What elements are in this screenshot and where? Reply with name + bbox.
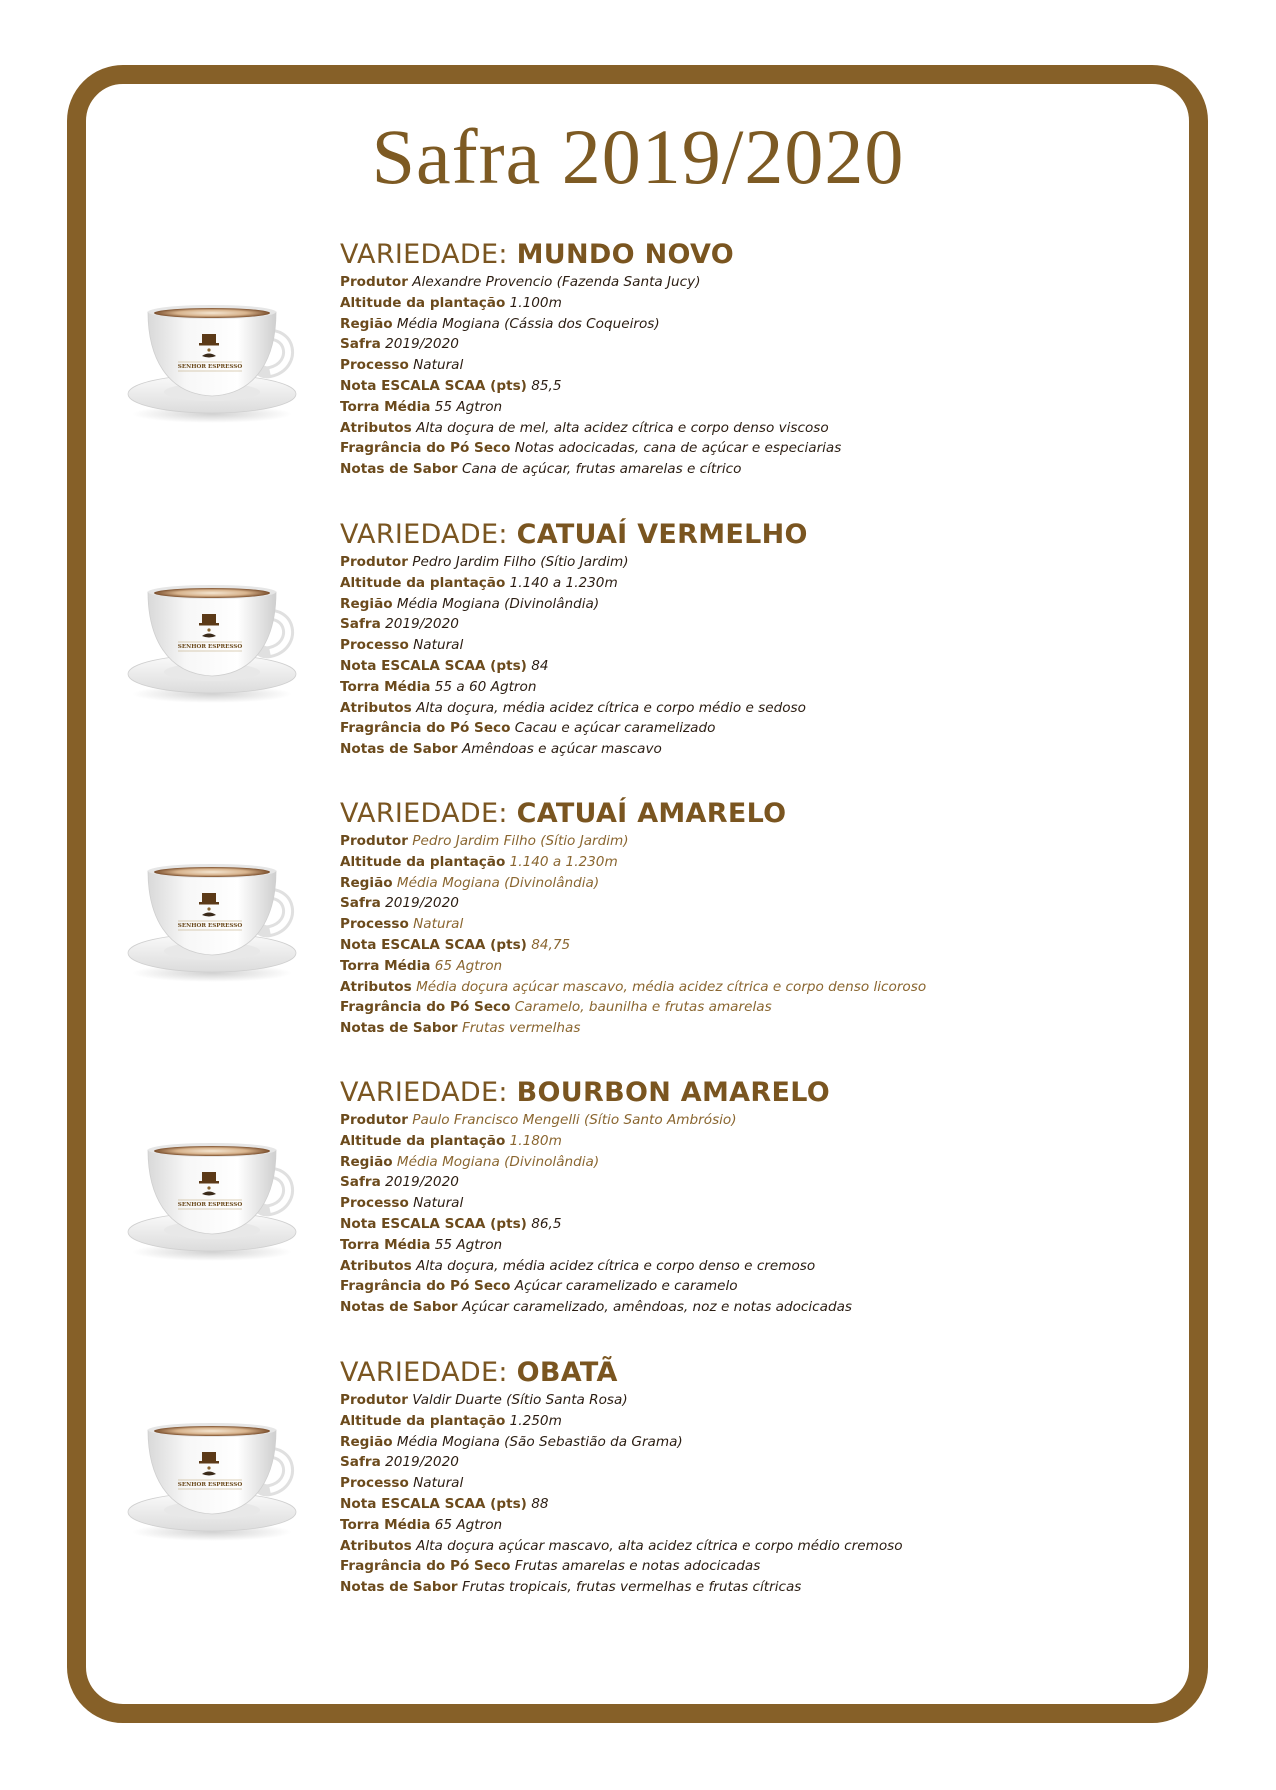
detail-label: Região	[340, 874, 393, 891]
coffee-cup-image	[120, 855, 310, 985]
detail-value: Caramelo, baunilha e frutas amarelas	[514, 999, 772, 1016]
detail-row	[340, 1152, 1200, 1173]
variety-details	[340, 1356, 1200, 1598]
svg-text:SENHOR ESPRESSO: SENHOR ESPRESSO	[177, 644, 243, 650]
detail-row	[340, 852, 1200, 873]
detail-value: Pedro Jardim Filho (Sítio Jardim)	[412, 554, 629, 570]
page-title: Safra 2019/2020	[371, 113, 905, 200]
detail-value: 2019/2020	[385, 1174, 459, 1191]
detail-label: Região	[340, 595, 393, 612]
detail-label: Altitude da plantação	[340, 294, 506, 311]
detail-value: Notas adocicadas, cana de açúcar e especiarias	[514, 440, 842, 457]
variety-prefix: VARIEDADE:	[340, 798, 508, 829]
detail-value: Açúcar caramelizado e caramelo	[514, 1278, 738, 1295]
detail-label: Torra Média	[340, 1516, 431, 1533]
detail-label: Nota ESCALA SCAA (pts)	[340, 1495, 527, 1512]
detail-value: Média Mogiana (São Sebastião da Grama)	[396, 1433, 683, 1450]
detail-value: Frutas tropicais, frutas vermelhas e frutas cítricas	[461, 1579, 802, 1596]
detail-row	[340, 1276, 1200, 1297]
detail-row	[340, 1515, 1200, 1536]
detail-label: Processo	[340, 357, 409, 374]
variety-name: CATUAÍ AMARELO	[516, 798, 787, 829]
detail-row	[340, 334, 1200, 355]
detail-label: Nota ESCALA SCAA (pts)	[340, 1215, 527, 1232]
detail-label: Fragrância do Pó Seco	[340, 1558, 511, 1575]
detail-label: Nota ESCALA SCAA (pts)	[340, 377, 527, 394]
detail-row	[340, 977, 1200, 998]
detail-label: Produtor	[340, 554, 408, 570]
detail-label: Torra Média	[340, 678, 431, 695]
detail-value: Média Mogiana (Divinolândia)	[396, 1153, 600, 1170]
coffee-cup-icon	[120, 855, 310, 985]
detail-label: Safra	[340, 616, 381, 633]
detail-label: Fragrância do Pó Seco	[340, 999, 511, 1016]
detail-row	[340, 1131, 1200, 1152]
detail-value: 65 Agtron	[434, 1516, 503, 1533]
detail-value: Pedro Jardim Filho (Sítio Jardim)	[412, 833, 629, 849]
detail-label: Altitude da plantação	[340, 574, 506, 591]
detail-row	[340, 1256, 1200, 1277]
detail-value: Natural	[413, 916, 464, 933]
detail-label: Atributos	[340, 1537, 412, 1554]
detail-row	[340, 831, 1200, 852]
detail-row	[340, 1235, 1200, 1256]
detail-label: Nota ESCALA SCAA (pts)	[340, 936, 527, 953]
detail-value: Alta doçura açúcar mascavo, alta acidez cítrica e corpo médio cremoso	[416, 1537, 903, 1554]
detail-value: Amêndoas e açúcar mascavo	[461, 741, 662, 758]
detail-value: Cana de açúcar, frutas amarelas e cítrico	[461, 461, 742, 478]
detail-row	[340, 873, 1200, 894]
detail-row	[340, 438, 1200, 459]
detail-row	[340, 355, 1200, 376]
detail-label: Atributos	[340, 978, 412, 995]
detail-value: 1.180m	[509, 1132, 562, 1149]
detail-label: Região	[340, 315, 393, 332]
svg-text:SENHOR ESPRESSO: SENHOR ESPRESSO	[177, 923, 243, 929]
detail-label: Atributos	[340, 1257, 412, 1274]
coffee-cup-image	[120, 1134, 310, 1264]
variety-heading	[340, 238, 1200, 272]
detail-row	[340, 1432, 1200, 1453]
detail-row	[340, 1473, 1200, 1494]
detail-row	[340, 656, 1200, 677]
variety-name: BOURBON AMARELO	[516, 1077, 830, 1108]
detail-value: 1.140 a 1.230m	[509, 574, 618, 591]
detail-row	[340, 914, 1200, 935]
detail-value: Natural	[413, 357, 464, 374]
coffee-cup-image	[120, 1414, 310, 1544]
detail-label: Região	[340, 1153, 393, 1170]
detail-label: Atributos	[340, 699, 412, 716]
detail-row	[340, 1193, 1200, 1214]
variety-name: OBATÃ	[516, 1357, 618, 1388]
detail-row	[340, 1018, 1200, 1039]
svg-text:SENHOR ESPRESSO: SENHOR ESPRESSO	[177, 1202, 243, 1208]
detail-row	[340, 1556, 1200, 1577]
detail-row	[340, 997, 1200, 1018]
variety-name: CATUAÍ VERMELHO	[516, 519, 808, 550]
detail-label: Safra	[340, 895, 381, 912]
detail-label: Safra	[340, 1174, 381, 1191]
detail-label: Produtor	[340, 1112, 408, 1128]
detail-value: Alta doçura, média acidez cítrica e corpo denso e cremoso	[416, 1257, 816, 1274]
detail-row	[340, 397, 1200, 418]
variety-details	[340, 797, 1200, 1039]
svg-text:SENHOR ESPRESSO: SENHOR ESPRESSO	[177, 1482, 243, 1488]
detail-row	[340, 272, 1200, 293]
detail-value: Cacau e açúcar caramelizado	[514, 720, 716, 737]
detail-value: 88	[531, 1495, 549, 1512]
detail-value: 1.250m	[509, 1412, 562, 1429]
detail-value: Paulo Francisco Mengelli (Sítio Santo Ambrósio)	[412, 1112, 737, 1128]
detail-row	[340, 614, 1200, 635]
detail-label: Notas de Sabor	[340, 1579, 458, 1596]
detail-label: Produtor	[340, 833, 408, 849]
detail-value: 2019/2020	[385, 616, 459, 633]
detail-row	[340, 293, 1200, 314]
detail-label: Safra	[340, 1454, 381, 1471]
detail-value: 86,5	[531, 1215, 562, 1232]
detail-row	[340, 1577, 1200, 1598]
detail-value: Natural	[413, 637, 464, 654]
detail-label: Torra Média	[340, 957, 431, 974]
detail-value: 55 a 60 Agtron	[434, 678, 537, 695]
detail-label: Fragrância do Pó Seco	[340, 1278, 511, 1295]
detail-row	[340, 893, 1200, 914]
detail-value: Alexandre Provencio (Fazenda Santa Jucy)	[412, 274, 701, 290]
variety-name: MUNDO NOVO	[516, 239, 734, 270]
detail-row	[340, 1536, 1200, 1557]
detail-label: Atributos	[340, 419, 412, 436]
detail-row	[340, 1297, 1200, 1318]
detail-value: 84,75	[531, 936, 571, 953]
variety-prefix: VARIEDADE:	[340, 1077, 508, 1108]
detail-row	[340, 418, 1200, 439]
coffee-cup-image	[120, 576, 310, 706]
detail-label: Nota ESCALA SCAA (pts)	[340, 657, 527, 674]
detail-value: 2019/2020	[385, 1454, 459, 1471]
coffee-cup-icon	[120, 576, 310, 706]
svg-text:SENHOR ESPRESSO: SENHOR ESPRESSO	[177, 364, 243, 370]
detail-value: 84	[531, 657, 549, 674]
detail-value: Média Mogiana (Divinolândia)	[396, 595, 600, 612]
detail-row	[340, 1110, 1200, 1131]
detail-label: Notas de Sabor	[340, 461, 458, 478]
detail-value: Valdir Duarte (Sítio Santa Rosa)	[412, 1392, 628, 1408]
variety-heading	[340, 1356, 1200, 1390]
variety-heading	[340, 1076, 1200, 1110]
detail-value: 55 Agtron	[434, 398, 503, 415]
detail-label: Processo	[340, 1475, 409, 1492]
detail-value: Açúcar caramelizado, amêndoas, noz e notas adocicadas	[461, 1299, 852, 1316]
detail-row	[340, 1452, 1200, 1473]
coffee-cup-icon	[120, 1414, 310, 1544]
detail-label: Processo	[340, 637, 409, 654]
detail-row	[340, 1494, 1200, 1515]
detail-value: Frutas vermelhas	[461, 1020, 581, 1037]
detail-label: Altitude da plantação	[340, 1132, 506, 1149]
detail-row	[340, 1390, 1200, 1411]
detail-value: 65 Agtron	[434, 957, 503, 974]
detail-row	[340, 635, 1200, 656]
coffee-cup-icon	[120, 296, 310, 426]
detail-value: Alta doçura de mel, alta acidez cítrica e corpo denso viscoso	[416, 419, 829, 436]
variety-details	[340, 238, 1200, 480]
detail-value: 55 Agtron	[434, 1236, 503, 1253]
variety-prefix: VARIEDADE:	[340, 239, 508, 270]
detail-label: Processo	[340, 916, 409, 933]
detail-row	[340, 718, 1200, 739]
detail-row	[340, 956, 1200, 977]
detail-label: Produtor	[340, 1392, 408, 1408]
coffee-cup-icon	[120, 1134, 310, 1264]
detail-value: Natural	[413, 1195, 464, 1212]
detail-label: Safra	[340, 336, 381, 353]
detail-value: Alta doçura, média acidez cítrica e corpo médio e sedoso	[416, 699, 806, 716]
detail-row	[340, 1172, 1200, 1193]
detail-row	[340, 594, 1200, 615]
detail-value: 1.100m	[509, 294, 562, 311]
detail-value: 2019/2020	[385, 336, 459, 353]
detail-row	[340, 677, 1200, 698]
variety-heading	[340, 518, 1200, 552]
variety-prefix: VARIEDADE:	[340, 1357, 508, 1388]
detail-value: 85,5	[531, 377, 562, 394]
detail-value: Média Mogiana (Divinolândia)	[396, 874, 600, 891]
detail-label: Processo	[340, 1195, 409, 1212]
detail-row	[340, 376, 1200, 397]
detail-value: Natural	[413, 1475, 464, 1492]
detail-label: Torra Média	[340, 1236, 431, 1253]
detail-label: Altitude da plantação	[340, 853, 506, 870]
detail-row	[340, 698, 1200, 719]
detail-value: Média doçura açúcar mascavo, média acidez cítrica e corpo denso licoroso	[416, 978, 927, 995]
detail-row	[340, 935, 1200, 956]
detail-label: Notas de Sabor	[340, 741, 458, 758]
detail-row	[340, 573, 1200, 594]
detail-label: Torra Média	[340, 398, 431, 415]
coffee-cup-image	[120, 296, 310, 426]
detail-label: Notas de Sabor	[340, 1020, 458, 1037]
detail-value: Frutas amarelas e notas adocicadas	[514, 1558, 761, 1575]
variety-details	[340, 1076, 1200, 1318]
variety-prefix: VARIEDADE:	[340, 519, 508, 550]
variety-heading	[340, 797, 1200, 831]
detail-value: 2019/2020	[385, 895, 459, 912]
detail-label: Região	[340, 1433, 393, 1450]
detail-value: 1.140 a 1.230m	[509, 853, 618, 870]
detail-row	[340, 314, 1200, 335]
detail-row	[340, 459, 1200, 480]
variety-details	[340, 518, 1200, 760]
detail-row	[340, 552, 1200, 573]
detail-value: Média Mogiana (Cássia dos Coqueiros)	[396, 315, 660, 332]
detail-label: Produtor	[340, 274, 408, 290]
detail-row	[340, 1411, 1200, 1432]
detail-label: Notas de Sabor	[340, 1299, 458, 1316]
detail-row	[340, 1214, 1200, 1235]
detail-row	[340, 739, 1200, 760]
detail-label: Fragrância do Pó Seco	[340, 720, 511, 737]
detail-label: Fragrância do Pó Seco	[340, 440, 511, 457]
detail-label: Altitude da plantação	[340, 1412, 506, 1429]
